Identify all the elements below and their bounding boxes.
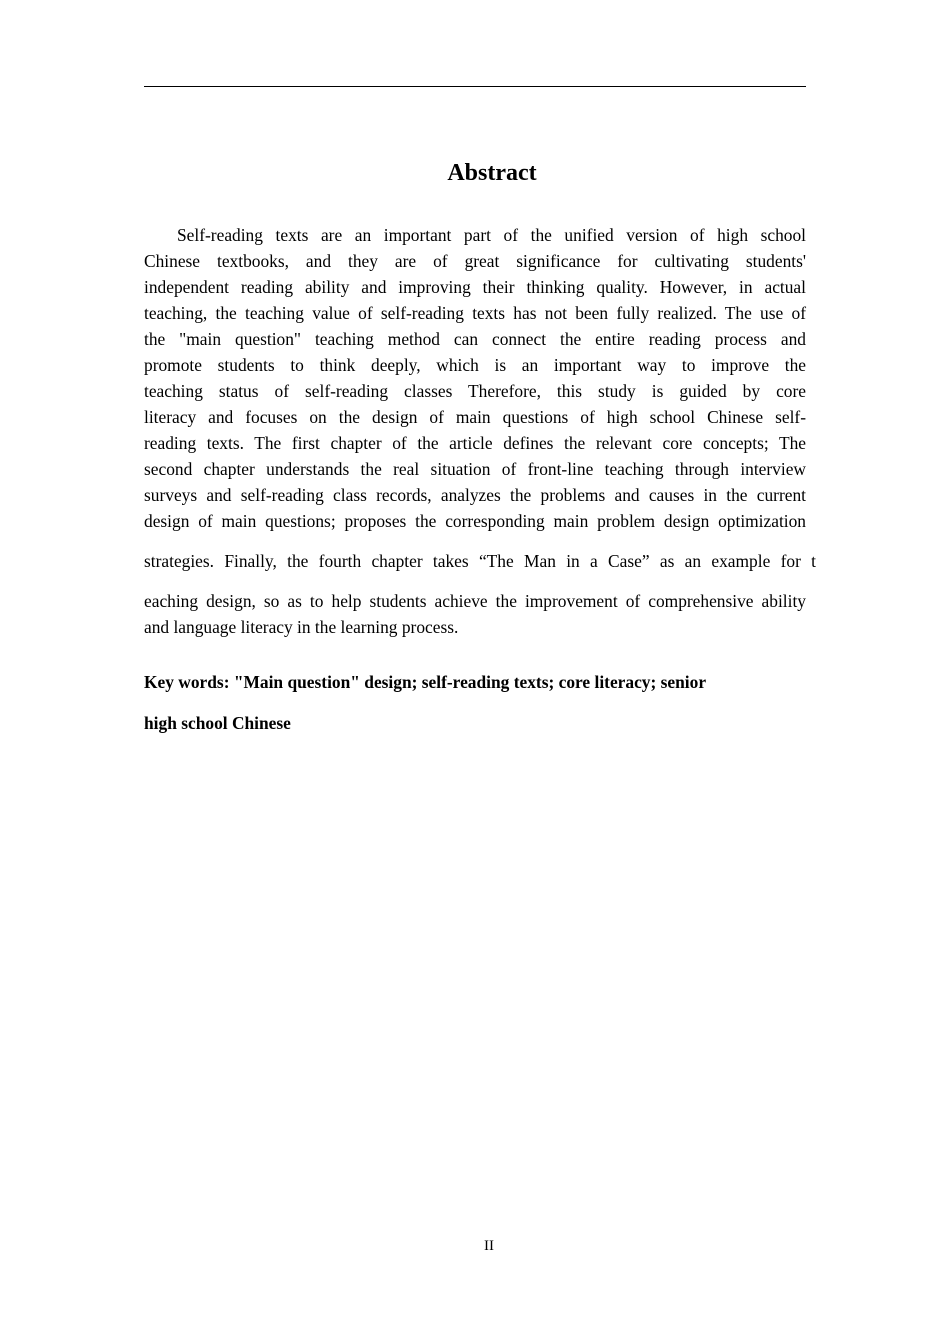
- abstract-line: second chapter understands the real situation of front-line teaching through interview: [144, 459, 806, 479]
- abstract-line: the "main question" teaching method can connect the entire reading process and: [144, 329, 806, 349]
- keywords-line: high school Chinese: [144, 713, 291, 733]
- header-rule: [144, 86, 806, 87]
- abstract-line: teaching status of self-reading classes Therefore, this study is guided by core: [144, 381, 806, 401]
- abstract-line: literacy and focuses on the design of main questions of high school Chinese self-: [144, 407, 806, 427]
- abstract-line: eaching design, so as to help students achieve the improvement of comprehensive ability: [144, 591, 806, 611]
- abstract-line: and language literacy in the learning process.: [144, 617, 459, 637]
- abstract-line: promote students to think deeply, which is an important way to improve the: [144, 355, 806, 375]
- abstract-line: surveys and self-reading class records, analyzes the problems and causes in the current: [144, 485, 806, 505]
- abstract-line: Chinese textbooks, and they are of great significance for cultivating students': [144, 251, 806, 271]
- abstract-line: independent reading ability and improving their thinking quality. However, in actual: [144, 277, 806, 297]
- abstract-line: design of main questions; proposes the corresponding main problem design optimization: [144, 511, 806, 531]
- abstract-line: strategies. Finally, the fourth chapter takes “The Man in a Case” as an example for t: [144, 551, 816, 571]
- keywords: [144, 662, 806, 744]
- abstract-line: teaching, the teaching value of self-reading texts has not been fully realized. The use of: [144, 303, 806, 323]
- keywords-line: Key words: "Main question" design; self-reading texts; core literacy; senior: [144, 672, 707, 692]
- abstract-line: Self-reading texts are an important part of the unified version of high school: [177, 225, 806, 245]
- abstract-line: reading texts. The first chapter of the article defines the relevant core concepts; The: [144, 433, 806, 453]
- abstract-body: [144, 222, 816, 640]
- page-number: II: [484, 1238, 494, 1254]
- page-title: Abstract: [447, 160, 537, 186]
